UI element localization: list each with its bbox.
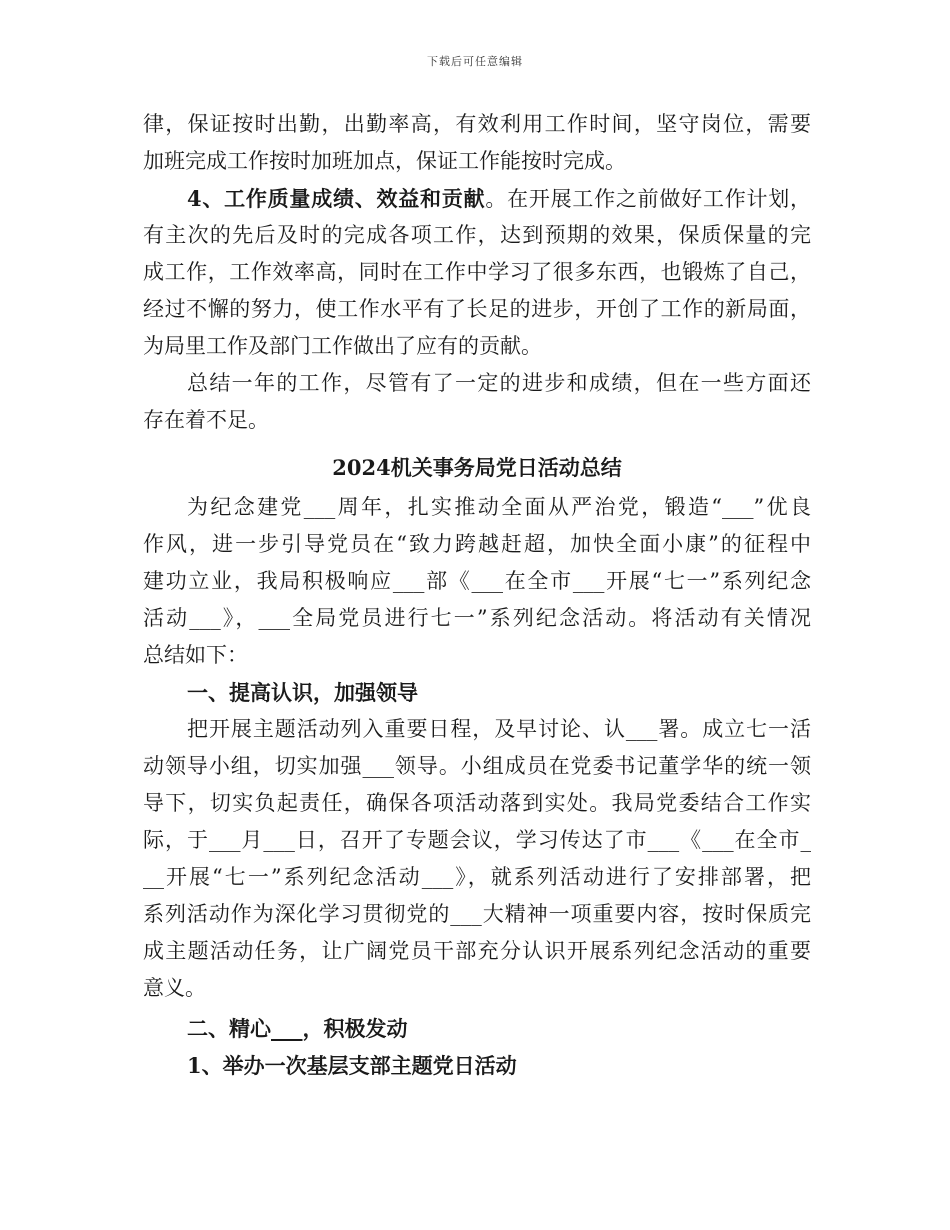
text-line: __开展“七一”系列纪念活动___》，就系列活动进行了安排部署，把 <box>143 865 811 889</box>
section-heading-2: 二、精心___，积极发动 <box>187 1016 408 1041</box>
text-line: 成工作，工作效率高，同时在工作中学习了很多东西，也锻炼了自己， <box>143 260 811 284</box>
document-title: 2024机关事务局党日活动总结 <box>332 455 622 480</box>
text-line: 动领导小组，切实加强___领导。小组成员在党委书记董学华的统一领 <box>143 754 811 778</box>
item-heading: 4、工作质量成绩、效益和贡献 <box>187 186 486 211</box>
subsection-heading-1: 1、举办一次基层支部主题党日活动 <box>187 1053 517 1078</box>
text-line: 存在着不足。 <box>143 408 269 432</box>
text-line: 把开展主题活动列入重要日程，及早讨论、认___署。成立七一活 <box>187 717 811 741</box>
text-line: 为纪念建党___周年，扎实推动全面从严治党，锻造“___”优良 <box>187 495 811 519</box>
text-line: 为局里工作及部门工作做出了应有的贡献。 <box>143 334 542 358</box>
paragraph-leadership <box>143 711 811 1007</box>
text-line: 活动___》，___全局党员进行七一”系列纪念活动。将活动有关情况 <box>143 606 811 630</box>
paragraph-intro <box>143 489 811 674</box>
text-line: 建功立业，我局积极响应___部《___在全市___开展“七一”系列纪念 <box>143 569 811 593</box>
text-line: 总结如下： <box>143 643 248 667</box>
text-line: 成主题活动任务，让广阔党员干部充分认识开展系列纪念活动的重要 <box>143 939 811 963</box>
text-line <box>143 180 811 217</box>
page-header-note: 下载后可任意编辑 <box>427 55 523 68</box>
text-run: 。在开展工作之前做好工作计划， <box>485 187 811 211</box>
text-line: 总结一年的工作，尽管有了一定的进步和成绩，但在一些方面还 <box>187 371 811 395</box>
text-line: 际，于___月___日，召开了专题会议，学习传达了市___《___在全市_ <box>143 828 811 852</box>
paragraph-work-quality <box>143 180 811 365</box>
document-body <box>143 106 811 1084</box>
text-line: 意义。 <box>143 976 206 1000</box>
text-line: 律，保证按时出勤，出勤率高，有效利用工作时间，坚守岗位，需要 <box>143 112 811 136</box>
text-line: 加班完成工作按时加班加点，保证工作能按时完成。 <box>143 149 626 173</box>
section-heading-1: 一、提高认识，加强领导 <box>187 680 418 705</box>
text-line: 作风，进一步引导党员在“致力跨越赶超，加快全面小康”的征程中 <box>143 532 811 556</box>
text-line: 导下，切实负起责任，确保各项活动落到实处。我局党委结合工作实 <box>143 791 811 815</box>
text-line: 经过不懈的努力，使工作水平有了长足的进步，开创了工作的新局面， <box>143 297 811 321</box>
paragraph-year-summary <box>143 365 811 439</box>
text-line: 有主次的先后及时的完成各项工作，达到预期的效果，保质保量的完 <box>143 223 811 247</box>
paragraph-attendance <box>143 106 811 180</box>
text-line: 系列活动作为深化学习贯彻党的___大精神一项重要内容，按时保质完 <box>143 902 811 926</box>
